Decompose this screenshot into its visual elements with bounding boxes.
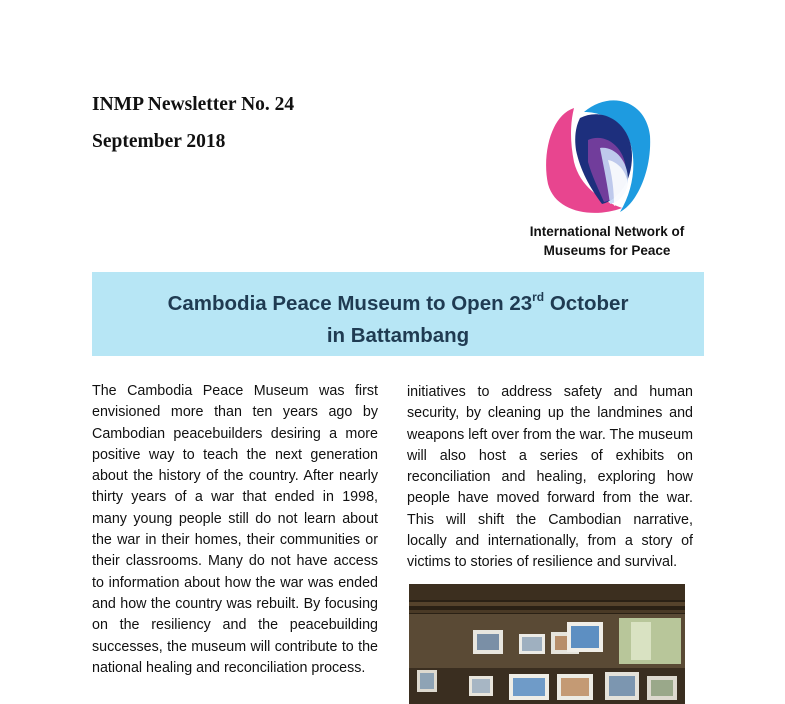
- newsletter-date: September 2018: [92, 131, 226, 152]
- logo-caption-line2: Museums for Peace: [543, 243, 671, 258]
- headline-line2: in Battambang: [326, 324, 470, 347]
- headline-ordinal-suffix: rd: [532, 290, 545, 304]
- article-paragraph: initiatives to address safety and human security, by cleaning up the landmines and weapons left over from the war. The museum will also host a series of exhibits on reconciliation and healing, exploring how people have moved forward from the war. This will shift the Cambodian narrative, locally and internationally, from a story of victims to stories of resilience and survival.: [407, 384, 693, 571]
- inmp-logo: [540, 96, 652, 220]
- logo-caption-line1: International Network of: [529, 224, 685, 239]
- headline-banner: [92, 272, 704, 356]
- article-column-left: [92, 381, 378, 679]
- article-column-right: [407, 382, 693, 574]
- article-headline: [92, 288, 704, 352]
- headline-part2: October: [544, 292, 629, 315]
- museum-exhibit-photo: [409, 584, 685, 704]
- newsletter-title: INMP Newsletter No. 24: [92, 94, 295, 115]
- article-paragraph: The Cambodia Peace Museum was first envisioned more than ten years ago by Cambodian peacebuilders desiring a more positive way to teach the next generation about the history of the country. After nearly thirty years of a war that ended in 1998, many young people still do not learn about the war in their homes, their communities or their classrooms. Many do not have access to information about how the war was ended and how the country was rebuilt. By focusing on the resiliency and the peacebuilding successes, the museum will contribute to the national healing and reconciliation process.: [92, 383, 378, 676]
- logo-caption: [508, 222, 706, 260]
- headline-part1: Cambodia Peace Museum to Open 23: [167, 292, 533, 315]
